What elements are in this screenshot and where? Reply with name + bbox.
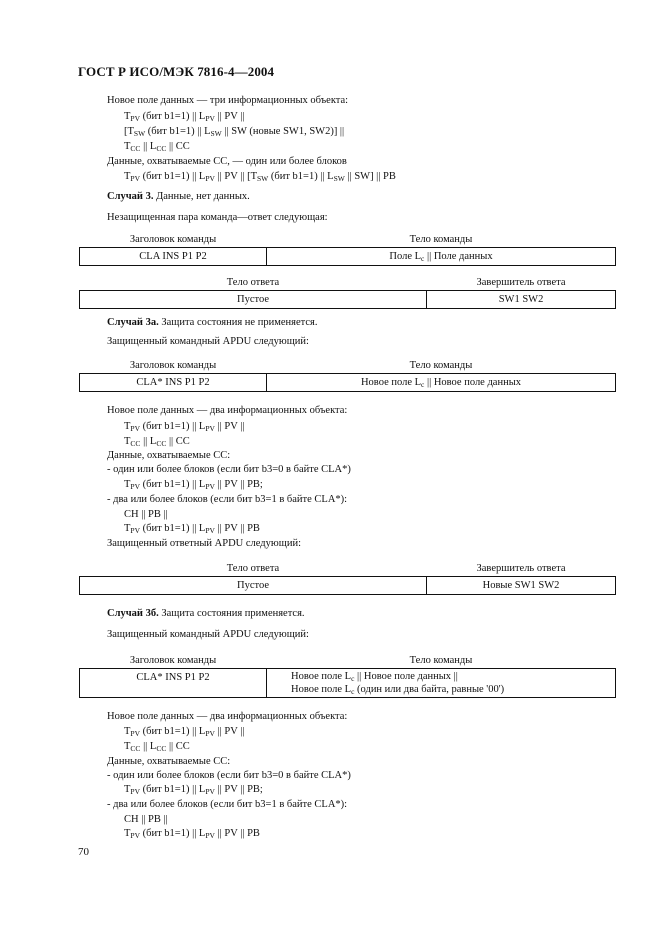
s1-line-tcc: $T_{CC}$ || $L_{CC}$ || CC [124,141,190,153]
case3b-line-tpv: $T_{PV}$ (бит b1=1) || $L_{PV}$ || PV || [124,726,245,738]
case3-cmd-body: Поле $L_c$ || Поле данных [267,248,616,266]
case3a-intro: Новое поле данных — два информационных объекта: [107,405,348,416]
case3a-resp-trailer: Новые SW1 SW2 [427,577,616,595]
case3a-line-tcc: $T_{CC}$ || $L_{CC}$ || CC [124,436,190,448]
s1-intro: Новое поле данных — три информационных объекта: [107,95,349,106]
case3-resp-trailer-caption: Завершитель ответа [476,277,566,288]
case3a-line-tpv: $T_{PV}$ (бит b1=1) || $L_{PV}$ || PV || [124,421,245,433]
case3a-cmd-header-caption: Заголовок команды [129,360,217,371]
case3b-cmd-body [267,669,616,698]
case3a-apdu-text: Защищенный командный APDU следующий: [107,336,309,347]
case3a-opt2: - два или более блоков (если бит b3=1 в байте CLA*): [107,494,348,505]
case3a-opt1: - один или более блоков (если бит b3=0 в байте CLA*) [107,464,351,475]
s1-line-tsw: [$T_{SW}$ (бит b1=1) || $L_{SW}$ || SW (новые SW1, SW2)] || [124,126,345,138]
page-header: ГОСТ Р ИСО/МЭК 7816-4—2004 [78,64,275,79]
case3-resp-body: Пустое [80,291,427,309]
s1-line-blocks: $T_{PV}$ (бит b1=1) || $L_{PV}$ || PV || [$T_{SW}$ (бит b1=1) || $L_{SW}$ || SW] || PB [124,171,396,183]
case3a-opt2-ch: CH || PB || [124,509,168,520]
case3b-cmd-header-caption: Заголовок команды [129,655,217,666]
case3a-resp-trailer-caption: Завершитель ответа [476,563,566,574]
case3-command-table [79,247,616,266]
case3a-command-table [79,373,616,392]
case3a-resp-apdu-text: Защищенный ответный APDU следующий: [107,538,301,549]
case3-cmd-header: CLA INS P1 P2 [80,248,267,266]
case3a-opt1-line: $T_{PV}$ (бит b1=1) || $L_{PV}$ || PV || PB; [124,479,263,491]
case3b-title: Случай 3б. Защита состояния применяется. [107,608,305,619]
case3-title: Случай 3. Данные, нет данных. [107,191,250,202]
page-number: 70 [78,846,89,858]
case3b-opt2: - два или более блоков (если бит b3=1 в байте CLA*): [107,799,348,810]
case3b-cmd-body-line1: Новое поле $L_c$ || Новое поле данных || [291,671,458,683]
case3b-cmd-body-caption: Тело команды [409,655,473,666]
case3-resp-body-caption: Тело ответа [226,277,280,288]
case3b-apdu-text: Защищенный командный APDU следующий: [107,629,309,640]
case3a-data-cc: Данные, охватываемые СС: [107,450,231,461]
s1-line-tpv: $T_{PV}$ (бит b1=1) || $L_{PV}$ || PV || [124,111,245,123]
case3a-cmd-header: CLA* INS P1 P2 [80,374,267,392]
case3b-opt1: - один или более блоков (если бит b3=0 в байте CLA*) [107,770,351,781]
case3a-opt2-line: $T_{PV}$ (бит b1=1) || $L_{PV}$ || PV || PB [124,523,260,535]
case3b-cmd-body-line2: Новое поле $L_c$ (один или два байта, равные '00') [291,684,505,696]
case3a-cmd-body: Новое поле $L_c$ || Новое поле данных [267,374,616,392]
case3a-title: Случай 3а. Защита состояния не применяется. [107,317,318,328]
case3-cmd-body-caption: Тело команды [409,234,473,245]
case3-pair-text: Незащищенная пара команда—ответ следующая: [107,212,328,223]
s1-data-cc: Данные, охватываемые СС, — один или более блоков [107,156,347,167]
case3b-opt2-line: $T_{PV}$ (бит b1=1) || $L_{PV}$ || PV || PB [124,828,260,840]
case3a-cmd-body-caption: Тело команды [409,360,473,371]
case3b-opt2-ch: CH || PB || [124,814,168,825]
case3-cmd-header-caption: Заголовок команды [129,234,217,245]
case3-response-table [79,290,616,309]
case3b-line-tcc: $T_{CC}$ || $L_{CC}$ || CC [124,741,190,753]
case3b-opt1-line: $T_{PV}$ (бит b1=1) || $L_{PV}$ || PV || PB; [124,784,263,796]
case3-resp-trailer: SW1 SW2 [427,291,616,309]
case3a-resp-body: Пустое [80,577,427,595]
case3b-intro: Новое поле данных — два информационных объекта: [107,711,348,722]
case3b-cmd-header: CLA* INS P1 P2 [80,669,267,698]
case3b-command-table [79,668,616,698]
case3a-resp-body-caption: Тело ответа [226,563,280,574]
case3b-data-cc: Данные, охватываемые СС: [107,756,231,767]
case3a-response-table [79,576,616,595]
